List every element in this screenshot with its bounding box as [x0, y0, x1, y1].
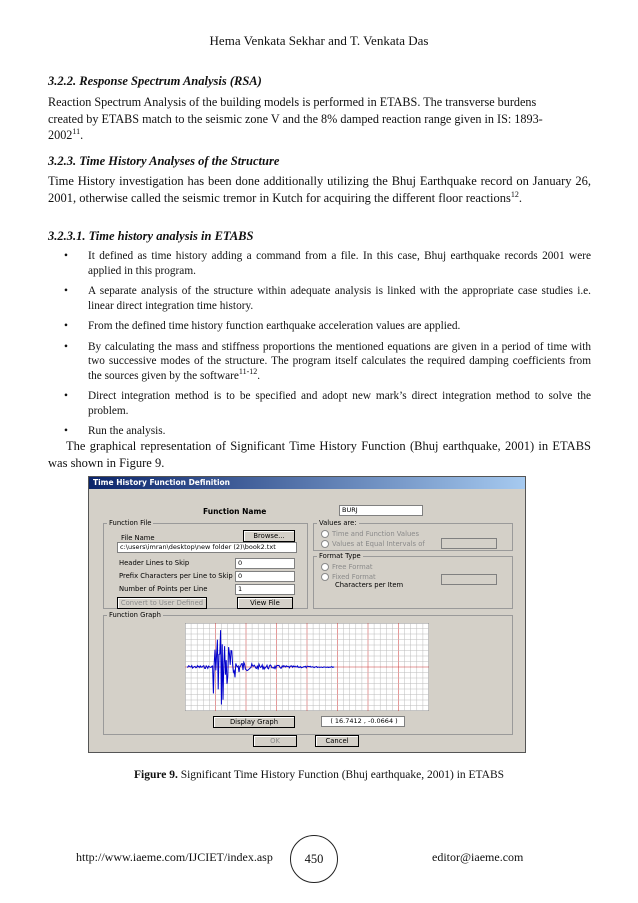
interval-input[interactable]: [441, 538, 497, 549]
bullet-icon: •: [64, 340, 68, 353]
bullet-text: By calculating the mass and stiffness proportions the mentioned equations are given in a period of time with two successive modes of the structure. The program itself calculates the required damping coefficients from the sources given by the software: [88, 340, 591, 382]
equal-intervals-radio[interactable]: [321, 540, 329, 548]
prefix-chars-label: Prefix Characters per Line to Skip: [119, 572, 233, 580]
group-title: Function Graph: [109, 611, 161, 619]
view-file-button[interactable]: View File: [237, 597, 293, 609]
tha-tail: .: [518, 190, 522, 205]
function-graph-plot: [185, 623, 429, 711]
paragraph-tha: [48, 173, 591, 206]
rsa-line-3-text: 2002: [48, 128, 73, 142]
running-header: Hema Venkata Sekhar and T. Venkata Das: [209, 33, 429, 48]
function-name-label: Function Name: [203, 507, 267, 516]
bullet-text: It defined as time history adding a command from a file. In this case, Bhuj earthquake records 2001 were applied in this program.: [88, 250, 591, 277]
header-lines-input[interactable]: 0: [235, 558, 295, 569]
tha-text: Time History investigation has been done additionally utilizing the Bhuj Earthquake record on January 26, 2001, otherwise called the seismic tremor in Kutch for acquiring the different floor reactions: [48, 174, 591, 205]
section-heading-etabs: 3.2.3.1. Time history analysis in ETABS: [48, 229, 254, 243]
time-and-values-radio[interactable]: [321, 530, 329, 538]
convert-to-user-defined-button[interactable]: Convert to User Defined: [117, 597, 207, 609]
chars-per-item-input[interactable]: [441, 574, 497, 585]
equal-intervals-label: Values at Equal Intervals of: [332, 540, 425, 548]
bullet-icon: •: [64, 250, 68, 262]
section-heading-rsa: 3.2.2. Response Spectrum Analysis (RSA): [48, 74, 262, 88]
rsa-line-3: [48, 127, 591, 144]
group-title: Function File: [109, 519, 152, 527]
header-lines-label: Header Lines to Skip: [119, 559, 190, 567]
points-per-line-input[interactable]: 1: [235, 584, 295, 595]
section-heading-tha: 3.2.3. Time History Analyses of the Structure: [48, 154, 280, 168]
bullet-icon: •: [64, 320, 68, 332]
bullet-text: Direct integration method is to be specified and adopt new mark’s direct integration method to solve the problem.: [88, 390, 591, 417]
bullet-icon: •: [64, 285, 68, 297]
bullet-tail: .: [257, 369, 261, 382]
file-path-input[interactable]: c:\users\imran\desktop\new folder (2)\book2.txt: [117, 542, 297, 553]
list-item: [64, 249, 591, 278]
coordinate-readout: ( 16.7412 , -0.0664 ): [321, 716, 405, 727]
prefix-chars-input[interactable]: 0: [235, 571, 295, 582]
footer-email[interactable]: editor@iaeme.com: [432, 850, 524, 864]
fixed-format-radio[interactable]: [321, 573, 329, 581]
bullet-text: From the defined time history function earthquake acceleration values are applied.: [88, 320, 461, 332]
caption-label: Figure 9.: [133, 769, 178, 781]
display-graph-button[interactable]: Display Graph: [213, 716, 295, 728]
bullet-text: A separate analysis of the structure within adequate analysis is linked with the appropriate case studies i.e. linear direct integration time history.: [88, 285, 591, 312]
citation: 11-12: [238, 366, 258, 376]
time-history-dialog: [88, 476, 526, 753]
bullet-text: Run the analysis.: [88, 425, 166, 437]
points-per-line-label: Number of Points per Line: [119, 585, 208, 593]
bullet-list: [64, 249, 591, 445]
paragraph-rsa: [48, 94, 591, 144]
free-format-label: Free Format: [332, 563, 373, 571]
bullet-icon: •: [64, 390, 68, 402]
group-title: Format Type: [319, 552, 361, 560]
list-item: [64, 340, 591, 384]
footer-url[interactable]: http://www.iaeme.com/IJCIET/index.asp: [76, 850, 273, 864]
browse-button[interactable]: Browse...: [243, 530, 295, 542]
ok-button[interactable]: OK: [253, 735, 297, 747]
bullet-icon: •: [64, 425, 68, 437]
fixed-format-label: Fixed Format: [332, 573, 376, 581]
list-item: [64, 389, 591, 418]
chars-per-item-label: Characters per Item: [335, 581, 404, 589]
free-format-radio[interactable]: [321, 563, 329, 571]
time-and-values-label: Time and Function Values: [332, 530, 420, 538]
citation: 11: [72, 126, 81, 136]
file-name-label: File Name: [121, 534, 155, 542]
list-item: [64, 284, 591, 313]
group-title: Values are:: [319, 519, 357, 527]
rsa-line-2: created by ETABS match to the seismic zone V and the 8% damped reaction range given in IS: 1893-: [48, 111, 543, 126]
caption-text: Significant Time History Function (Bhuj earthquake, 2001) in ETABS: [177, 769, 505, 781]
figure-caption: [0, 769, 638, 781]
rsa-tail: .: [80, 128, 84, 142]
page-number: 450: [290, 835, 338, 883]
rsa-line-1: Reaction Spectrum Analysis of the building models is performed in ETABS. The transverse burdens: [48, 95, 537, 109]
citation: 12: [510, 189, 519, 199]
function-name-input[interactable]: BURJ: [339, 505, 423, 516]
list-item: [64, 424, 591, 439]
paragraph-figure-intro: The graphical representation of Significant Time History Function (Bhuj earthquake, 2001) in ETABS was shown in Figure 9.: [48, 439, 591, 470]
cancel-button[interactable]: Cancel: [315, 735, 359, 747]
dialog-title: Time History Function Definition: [89, 477, 525, 489]
list-item: [64, 319, 591, 334]
